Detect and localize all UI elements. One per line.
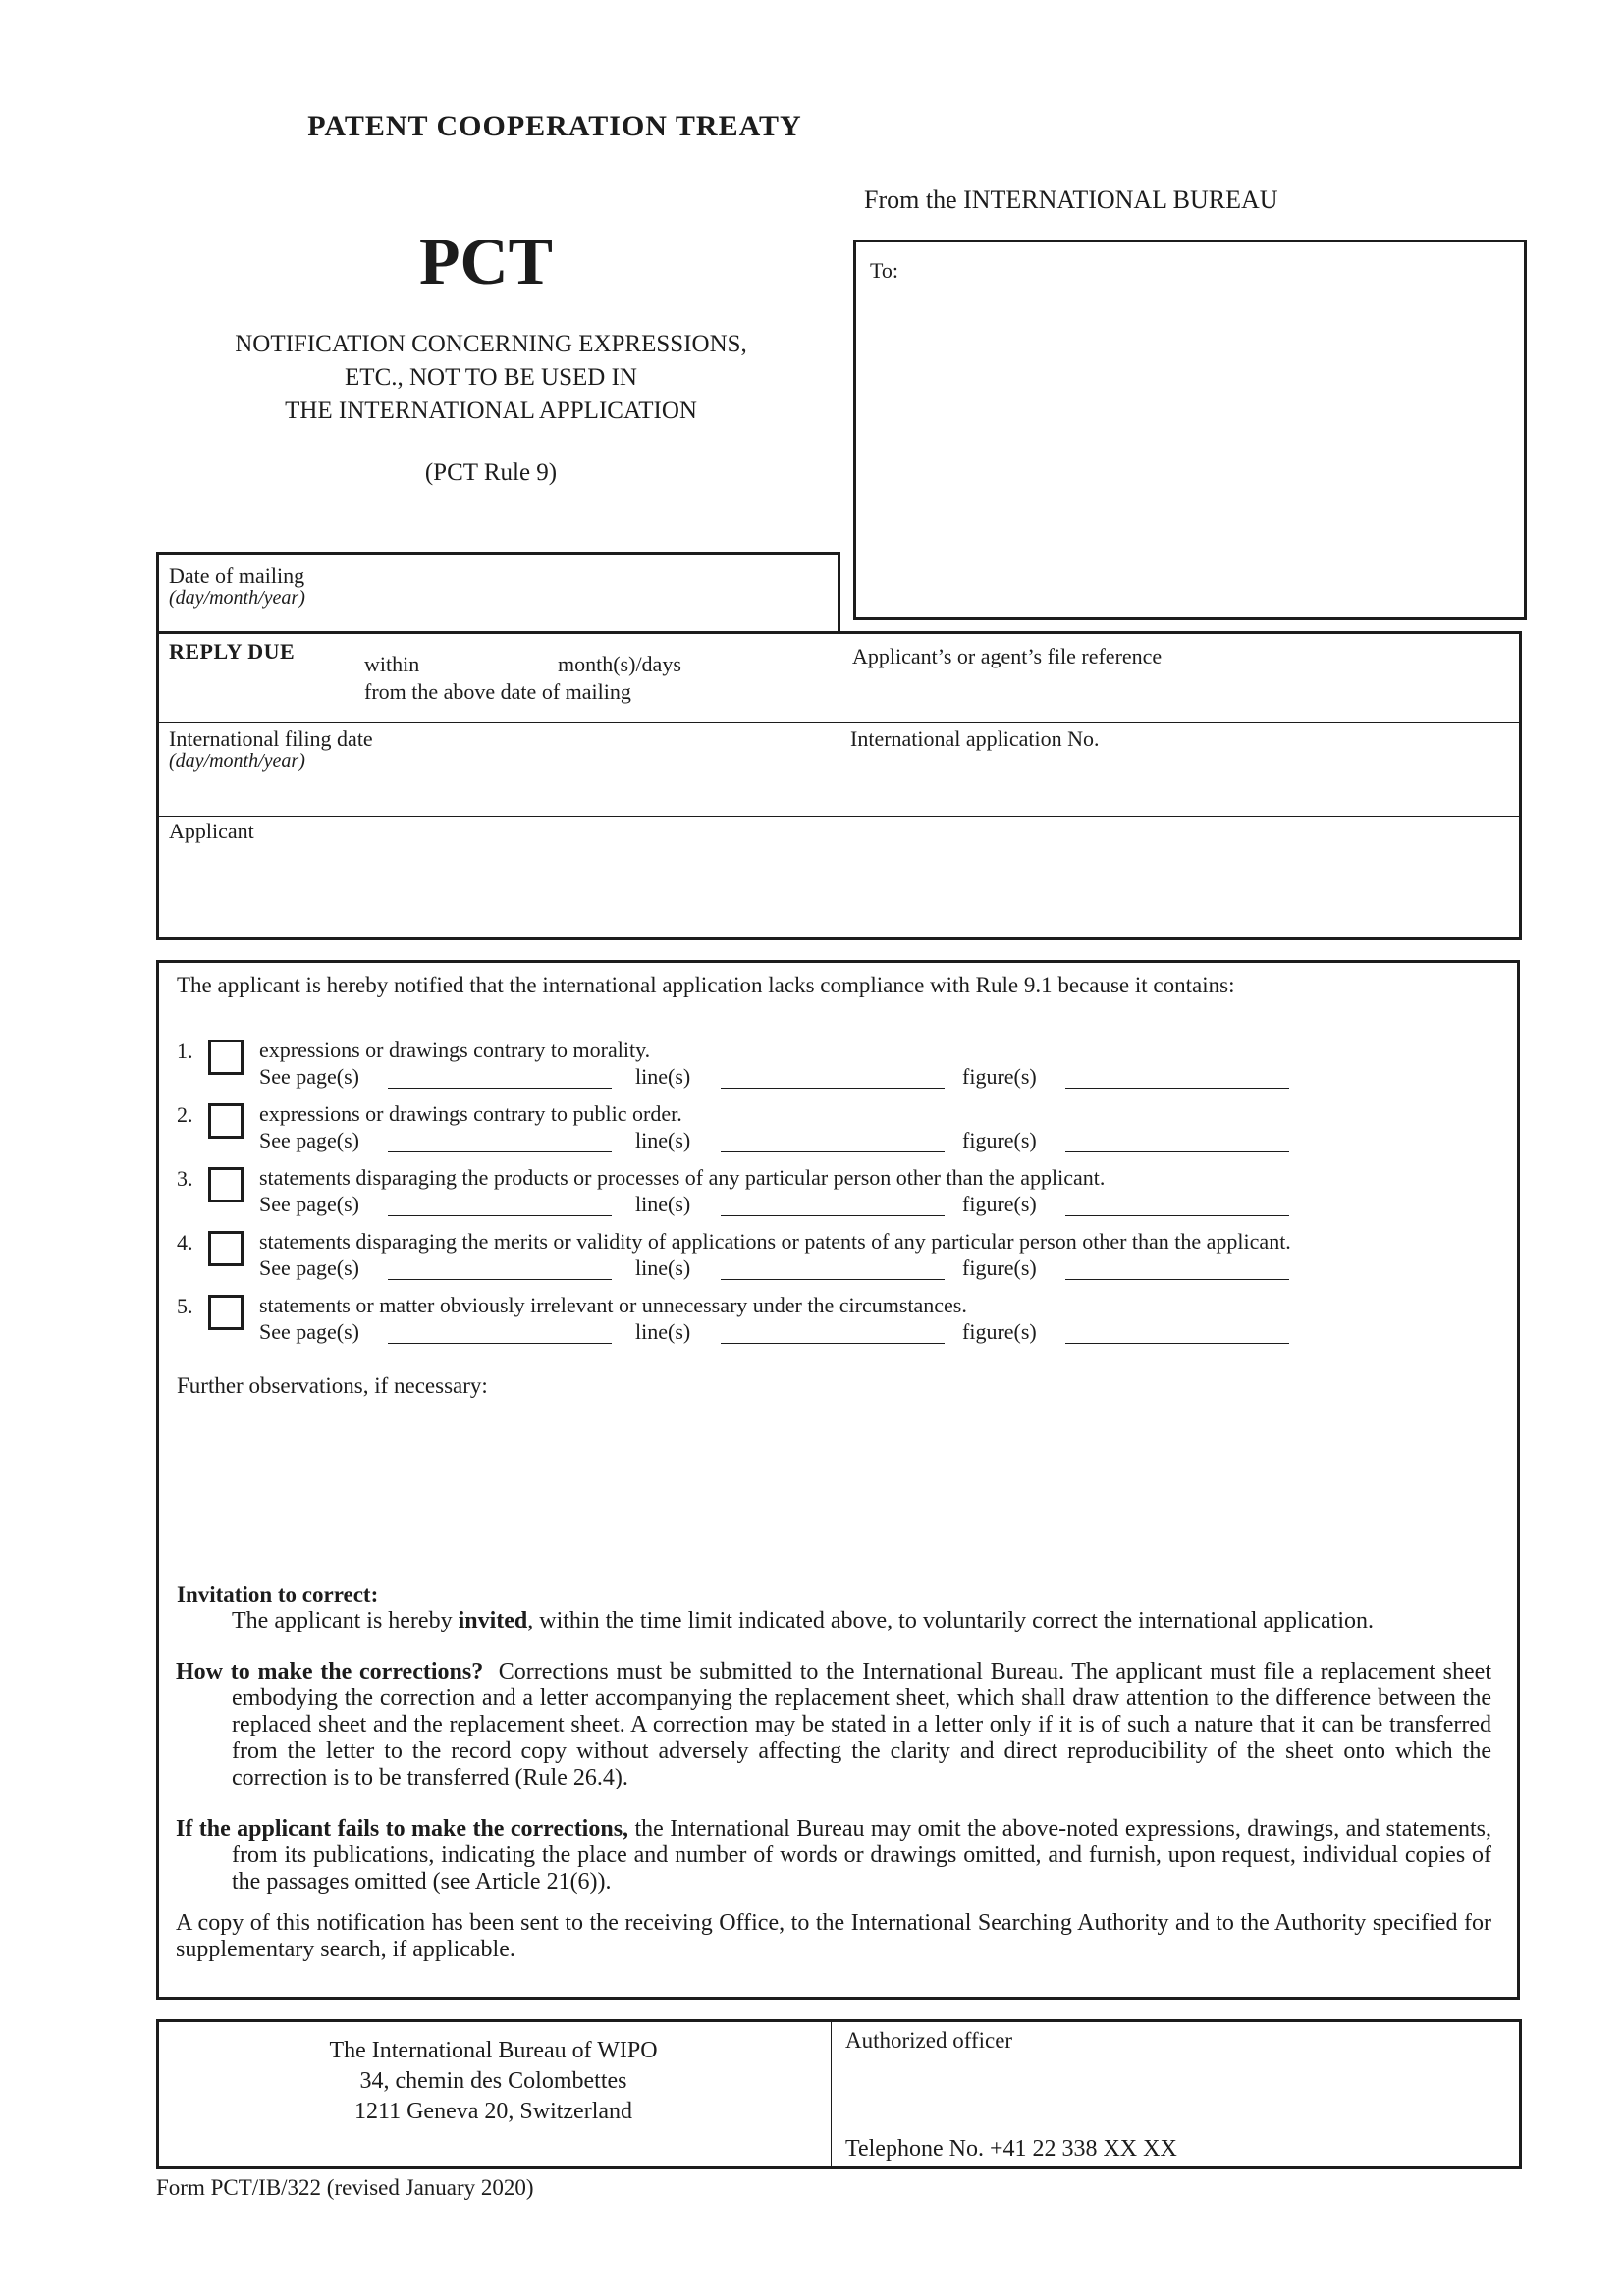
lines-label: line(s)	[635, 1128, 691, 1152]
pages-field[interactable]	[388, 1088, 612, 1089]
item-number: 1.	[177, 1039, 193, 1063]
invitation-title: Invitation to correct:	[177, 1582, 379, 1607]
lines-label: line(s)	[635, 1064, 691, 1089]
see-pages-label: See page(s)	[259, 1192, 360, 1216]
lines-field[interactable]	[721, 1151, 945, 1152]
copy-text: A copy of this notification has been sent to the receiving Office, to the International Searching Authority and to the Authority specified for supplementary search, if applicable.	[176, 1910, 1491, 1962]
form-number: Form PCT/IB/322 (revised January 2020)	[156, 2175, 534, 2200]
item-checkbox-disparaging-merits[interactable]	[208, 1231, 244, 1266]
figures-field[interactable]	[1065, 1279, 1289, 1280]
pages-field[interactable]	[388, 1343, 612, 1344]
figures-label: figure(s)	[962, 1064, 1037, 1089]
invitation-pre: The applicant is hereby	[232, 1608, 459, 1633]
reply-within: within	[364, 652, 420, 676]
lines-label: line(s)	[635, 1255, 691, 1280]
item-checkbox-public-order[interactable]	[208, 1103, 244, 1139]
details-divider-row2	[156, 816, 1522, 817]
reply-months-days: month(s)/days	[558, 652, 681, 676]
address-line-3: 1211 Geneva 20, Switzerland	[353, 2099, 633, 2124]
how-to-correct	[176, 1659, 1491, 1791]
fail-to-correct	[176, 1816, 1491, 1896]
figures-field[interactable]	[1065, 1343, 1289, 1344]
pages-field[interactable]	[388, 1279, 612, 1280]
notice-intro: The applicant is hereby notified that the international application lacks compliance with Rule 9.1 because it contains:	[177, 973, 1235, 997]
pct-logo: PCT	[419, 224, 553, 298]
see-pages-label: See page(s)	[259, 1255, 360, 1280]
signature-divider	[831, 2019, 832, 2169]
item-checkbox-disparaging-products[interactable]	[208, 1167, 244, 1202]
copy-notice	[176, 1910, 1491, 1963]
reply-from-above: from the above date of mailing	[364, 679, 631, 704]
item-text: expressions or drawings contrary to public order.	[259, 1101, 682, 1126]
lines-label: line(s)	[635, 1192, 691, 1216]
pages-field[interactable]	[388, 1151, 612, 1152]
see-pages-label: See page(s)	[259, 1064, 360, 1089]
fail-text: the International Bureau may omit the above-noted expressions, drawings, and statements, from its publications, indicating the place and number of words or drawings omitted, and furnish, upon request, individual copies of the passages omitted (see Article 21(6)).	[232, 1816, 1491, 1895]
item-text: statements disparaging the products or processes of any particular person other than the applicant.	[259, 1165, 1106, 1190]
form-title-line-1: NOTIFICATION CONCERNING EXPRESSIONS,	[235, 331, 747, 357]
mailing-date-label: Date of mailing	[169, 563, 305, 588]
figures-label: figure(s)	[962, 1128, 1037, 1152]
form-title-line-2: ETC., NOT TO BE USED IN	[345, 364, 637, 391]
telephone-number: Telephone No. +41 22 338 XX XX	[845, 2136, 1177, 2162]
pages-field[interactable]	[388, 1215, 612, 1216]
filing-date-format: (day/month/year)	[169, 750, 305, 772]
reply-due-label: REPLY DUE	[169, 639, 296, 664]
item-number: 2.	[177, 1102, 193, 1127]
figures-field[interactable]	[1065, 1088, 1289, 1089]
application-number-label: International application No.	[850, 726, 1100, 751]
applicant-label: Applicant	[169, 819, 254, 843]
lines-field[interactable]	[721, 1088, 945, 1089]
fail-title: If the applicant fails to make the corrections,	[176, 1816, 629, 1842]
details-divider-top	[840, 631, 1522, 634]
authorized-officer-signature[interactable]	[845, 2061, 1503, 2130]
invitation-post: , within the time limit indicated above, to voluntarily correct the international application.	[527, 1608, 1375, 1633]
how-title: How to make the corrections?	[176, 1659, 484, 1684]
item-number: 4.	[177, 1230, 193, 1255]
further-observations-area[interactable]	[177, 1404, 1492, 1571]
item-checkbox-morality[interactable]	[208, 1040, 244, 1075]
figures-label: figure(s)	[962, 1255, 1037, 1280]
filing-date-label: International filing date	[169, 726, 373, 751]
address-line-2: 34, chemin des Colombettes	[359, 2068, 627, 2094]
item-number: 5.	[177, 1294, 193, 1318]
wipo-address	[156, 2036, 831, 2127]
form-title-line-3: THE INTERNATIONAL APPLICATION	[285, 398, 697, 424]
details-divider-row1	[156, 722, 1522, 723]
item-text: expressions or drawings contrary to morality.	[259, 1038, 651, 1062]
see-pages-label: See page(s)	[259, 1319, 360, 1344]
authorized-officer-label: Authorized officer	[845, 2028, 1013, 2053]
see-pages-label: See page(s)	[259, 1128, 360, 1152]
invitation-bold: invited	[458, 1608, 528, 1633]
further-observations-label: Further observations, if necessary:	[177, 1373, 488, 1398]
figures-label: figure(s)	[962, 1319, 1037, 1344]
lines-field[interactable]	[721, 1343, 945, 1344]
item-text: statements or matter obviously irrelevant or unnecessary under the circumstances.	[259, 1293, 967, 1317]
item-checkbox-irrelevant[interactable]	[208, 1295, 244, 1330]
form-title	[157, 328, 825, 428]
how-text: Corrections must be submitted to the International Bureau. The applicant must file a replacement sheet embodying the correction and a letter accompanying the replacement sheet, which shall draw attention to the difference between the replaced sheet and the replacement sheet. A correction may be stated in a letter only if it is of such a nature that it can be transferred from the letter to the record copy without adversely affecting the clarity and direct reproducibility of the sheet onto which the correction is to be transferred (Rule 26.4).	[232, 1659, 1491, 1790]
address-line-1: The International Bureau of WIPO	[329, 2038, 658, 2063]
item-number: 3.	[177, 1166, 193, 1191]
figures-label: figure(s)	[962, 1192, 1037, 1216]
to-label: To:	[870, 258, 899, 283]
lines-field[interactable]	[721, 1215, 945, 1216]
recipient-box[interactable]	[853, 240, 1527, 620]
rule-reference: (PCT Rule 9)	[424, 459, 558, 486]
invitation-text	[232, 1608, 1374, 1633]
from-label: From the INTERNATIONAL BUREAU	[864, 186, 1278, 214]
lines-label: line(s)	[635, 1319, 691, 1344]
mailing-date-format: (day/month/year)	[169, 587, 305, 609]
treaty-heading: PATENT COOPERATION TREATY	[307, 110, 802, 142]
figures-field[interactable]	[1065, 1215, 1289, 1216]
item-text: statements disparaging the merits or validity of applications or patents of any particular person other than the applicant.	[259, 1229, 1291, 1254]
figures-field[interactable]	[1065, 1151, 1289, 1152]
lines-field[interactable]	[721, 1279, 945, 1280]
file-reference-label: Applicant’s or agent’s file reference	[852, 644, 1163, 668]
